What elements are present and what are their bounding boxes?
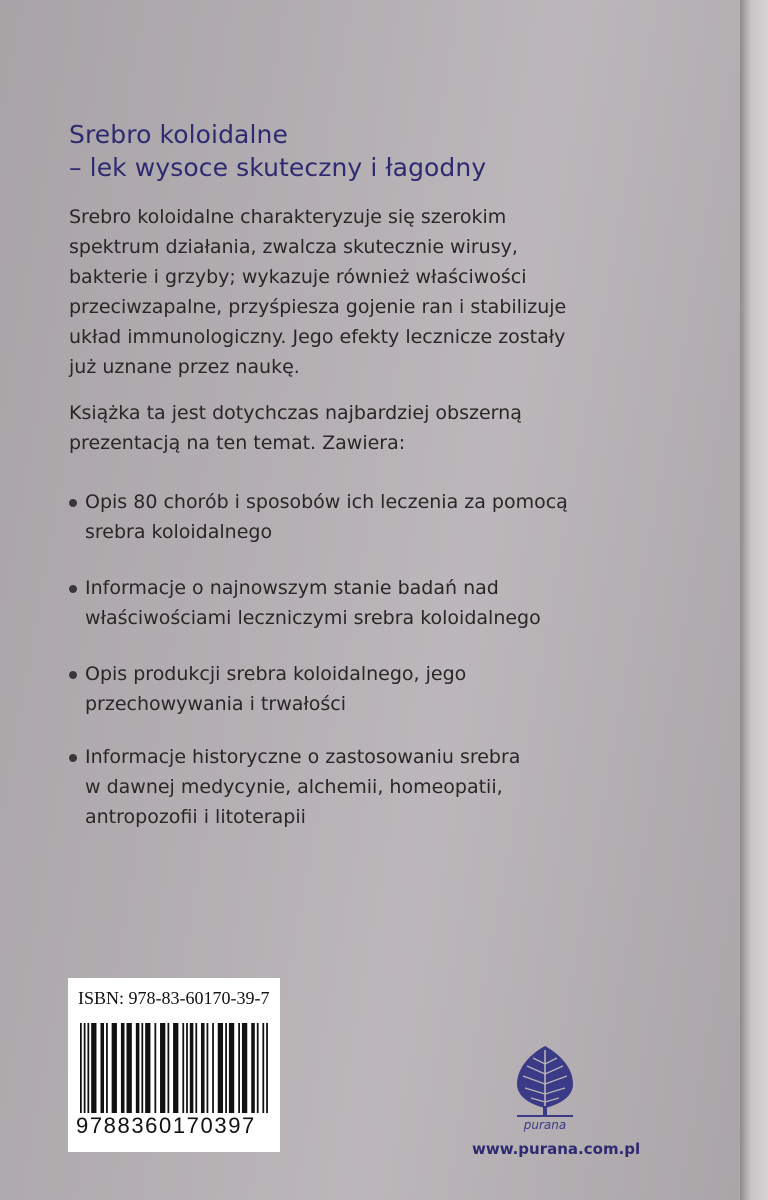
text-line: Książka ta jest dotychczas najbardziej obszerną <box>69 402 522 424</box>
title-line-1: Srebro koloidalne <box>69 120 288 149</box>
text-line: spektrum działania, zwalcza skutecznie wirusy, <box>69 236 518 258</box>
isbn-barcode-box <box>68 978 280 1152</box>
barcode-bar <box>91 1023 96 1113</box>
barcode-bar <box>80 1023 82 1113</box>
text-line: przeciwzapalne, przyśpiesza gojenie ran i stabilizuje <box>69 296 567 318</box>
text-line: prezentacją na ten temat. Zawiera: <box>69 432 406 454</box>
barcode-bar <box>136 1023 140 1113</box>
logo-wordmark: purana <box>523 1118 567 1132</box>
publisher-url: www.purana.com.pl <box>472 1140 641 1158</box>
barcode-bar <box>186 1023 188 1113</box>
barcode-bar <box>242 1023 247 1113</box>
text-line: Informacje o najnowszym stanie badań nad <box>85 577 499 599</box>
barcode-bar <box>201 1023 205 1113</box>
barcode-bar <box>106 1023 108 1113</box>
barcode-bar <box>112 1023 117 1113</box>
text-line: bakterie i grzyby; wykazuje również właściwości <box>69 266 527 288</box>
text-line: Opis 80 chorób i sposobów ich leczenia za pomocą <box>85 491 568 513</box>
text-line: antropozofii i litoterapii <box>85 806 306 828</box>
barcode-bar <box>251 1023 255 1113</box>
barcode-icon <box>80 1023 268 1113</box>
bullet-item <box>69 573 689 633</box>
barcode-bar <box>257 1023 259 1113</box>
barcode-bar <box>127 1023 132 1113</box>
barcode-bar <box>218 1023 223 1113</box>
barcode-bar <box>182 1023 184 1113</box>
purana-logo-icon <box>497 1042 593 1132</box>
contents-intro-paragraph <box>69 398 689 458</box>
text-line: Srebro koloidalne charakteryzuje się szerokim <box>69 206 507 228</box>
barcode-bar <box>262 1023 264 1113</box>
text-line: już uznane przez naukę. <box>69 356 300 378</box>
barcode-bar <box>84 1023 86 1113</box>
barcode-bar <box>121 1023 125 1113</box>
text-line: przechowywania i trwałości <box>85 693 347 715</box>
barcode-bar <box>225 1023 227 1113</box>
bullet-item <box>69 487 689 547</box>
bullet-dot-icon <box>69 585 77 593</box>
text-line: w dawnej medycynie, alchemii, homeopatii, <box>85 776 503 798</box>
bullet-dot-icon <box>69 754 77 762</box>
barcode-bar <box>154 1023 156 1113</box>
barcode-bar <box>87 1023 89 1113</box>
barcode-bar <box>173 1023 178 1113</box>
text-line: właściwościami leczniczymi srebra koloidalnego <box>85 607 541 629</box>
bullet-item <box>69 659 689 719</box>
barcode-bar <box>195 1023 197 1113</box>
barcode-bar <box>238 1023 240 1113</box>
barcode-bar <box>207 1023 209 1113</box>
barcode-bar <box>100 1023 104 1113</box>
bullet-item <box>69 742 689 832</box>
text-line: układ immunologiczny. Jego efekty lecznicze zostały <box>69 326 566 348</box>
text-line: srebra koloidalnego <box>85 521 273 543</box>
barcode-bar <box>160 1023 165 1113</box>
text-line: Informacje historyczne o zastosowaniu srebra <box>85 746 521 768</box>
text-line: Opis produkcji srebra koloidalnego, jego <box>85 663 467 685</box>
isbn-digits: 9788360170397 <box>76 1113 256 1138</box>
isbn-label: ISBN: 978-83-60170-39-7 <box>78 988 270 1008</box>
barcode-bar <box>141 1023 143 1113</box>
bullet-dot-icon <box>69 671 77 679</box>
page-edge <box>740 0 768 1200</box>
bullet-dot-icon <box>69 499 77 507</box>
barcode-bar <box>167 1023 169 1113</box>
intro-paragraph <box>69 202 689 382</box>
title-line-2: – lek wysoce skuteczny i łagodny <box>69 153 487 182</box>
barcode-bar <box>190 1023 194 1113</box>
cover-title <box>69 118 689 184</box>
barcode-bar <box>266 1023 268 1113</box>
barcode-bar <box>145 1023 150 1113</box>
barcode-bar <box>212 1023 214 1113</box>
barcode-bar <box>229 1023 234 1113</box>
